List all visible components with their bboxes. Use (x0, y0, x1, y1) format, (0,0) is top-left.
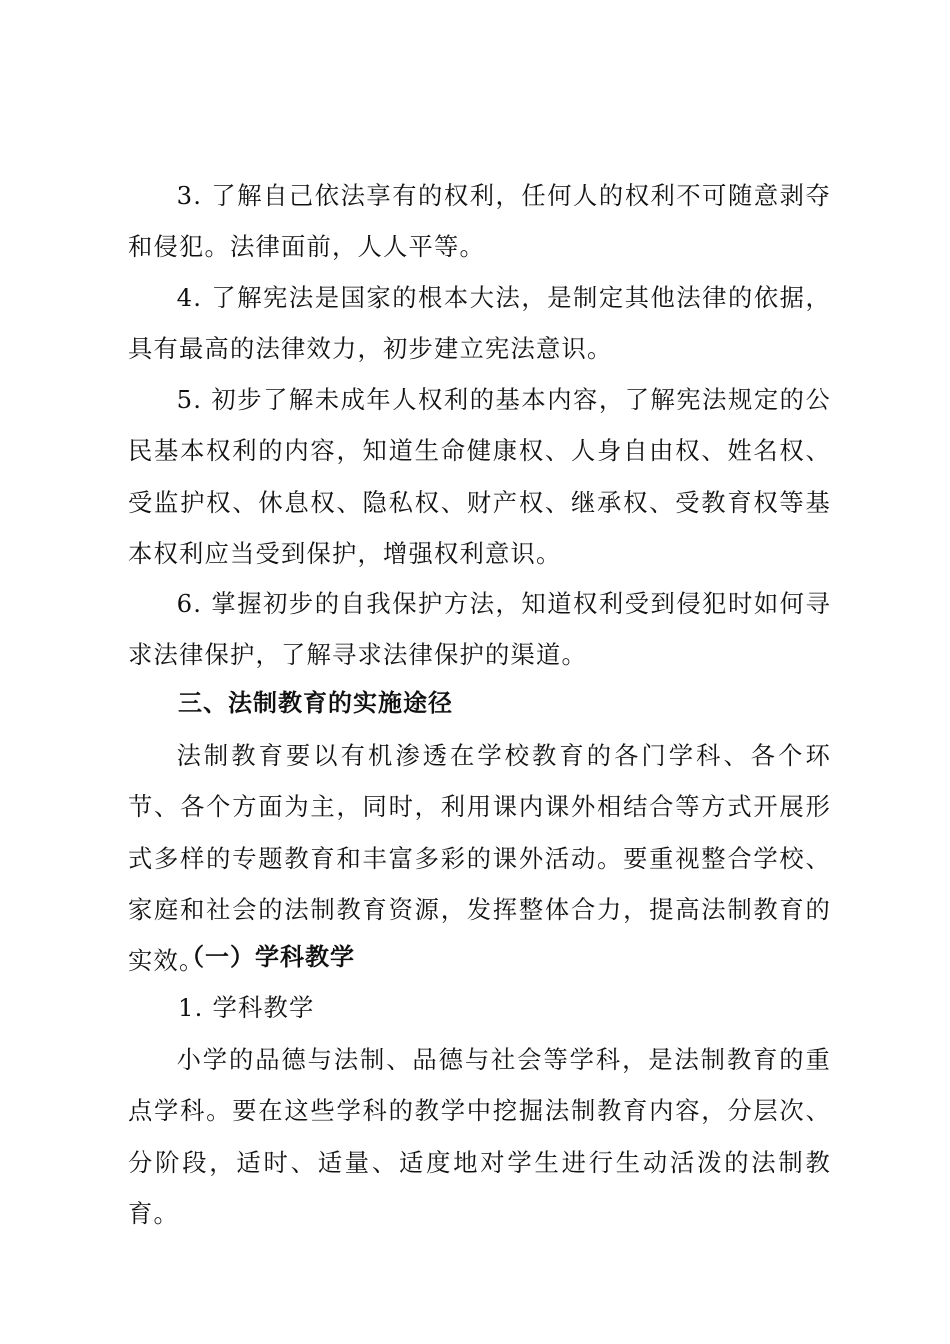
paragraph-item-4: 4. 了解宪法是国家的根本大法，是制定其他法律的依据，具有最高的法律效力，初步建立宪法意识。 (128, 283, 831, 364)
subsection-item-title: 1. 学科教学 (178, 993, 315, 1022)
paragraph-item-6: 6. 掌握初步的自我保护方法，知道权利受到侵犯时如何寻求法律保护，了解寻求法律保护的渠道。 (128, 589, 831, 670)
subsection-body-paragraph: 小学的品德与法制、品德与社会等学科，是法制教育的重点学科。要在这些学科的教学中挖掘法制教育内容，分层次、分阶段，适时、适量、适度地对学生进行生动活泼的法制教育。 (128, 1045, 831, 1228)
section-heading: 三、法制教育的实施途径 (178, 689, 453, 717)
subsection-heading: （一）学科教学 (180, 943, 355, 971)
section-body-paragraph: 法制教育要以有机渗透在学校教育的各门学科、各个环节、各个方面为主，同时，利用课内课外相结合等方式开展形式多样的专题教育和丰富多彩的课外活动。要重视整合学校、家庭和社会的法制教育资源，发挥整体合力，提高法制教育的实效。 (128, 741, 831, 976)
paragraph-item-3: 3. 了解自己依法享有的权利，任何人的权利不可随意剥夺和侵犯。法律面前，人人平等。 (128, 181, 831, 262)
paragraph-item-5: 5. 初步了解未成年人权利的基本内容，了解宪法规定的公民基本权利的内容，知道生命健康权、人身自由权、姓名权、受监护权、休息权、隐私权、财产权、继承权、受教育权等基本权利应当受到保护，增强权利意识。 (128, 385, 831, 568)
